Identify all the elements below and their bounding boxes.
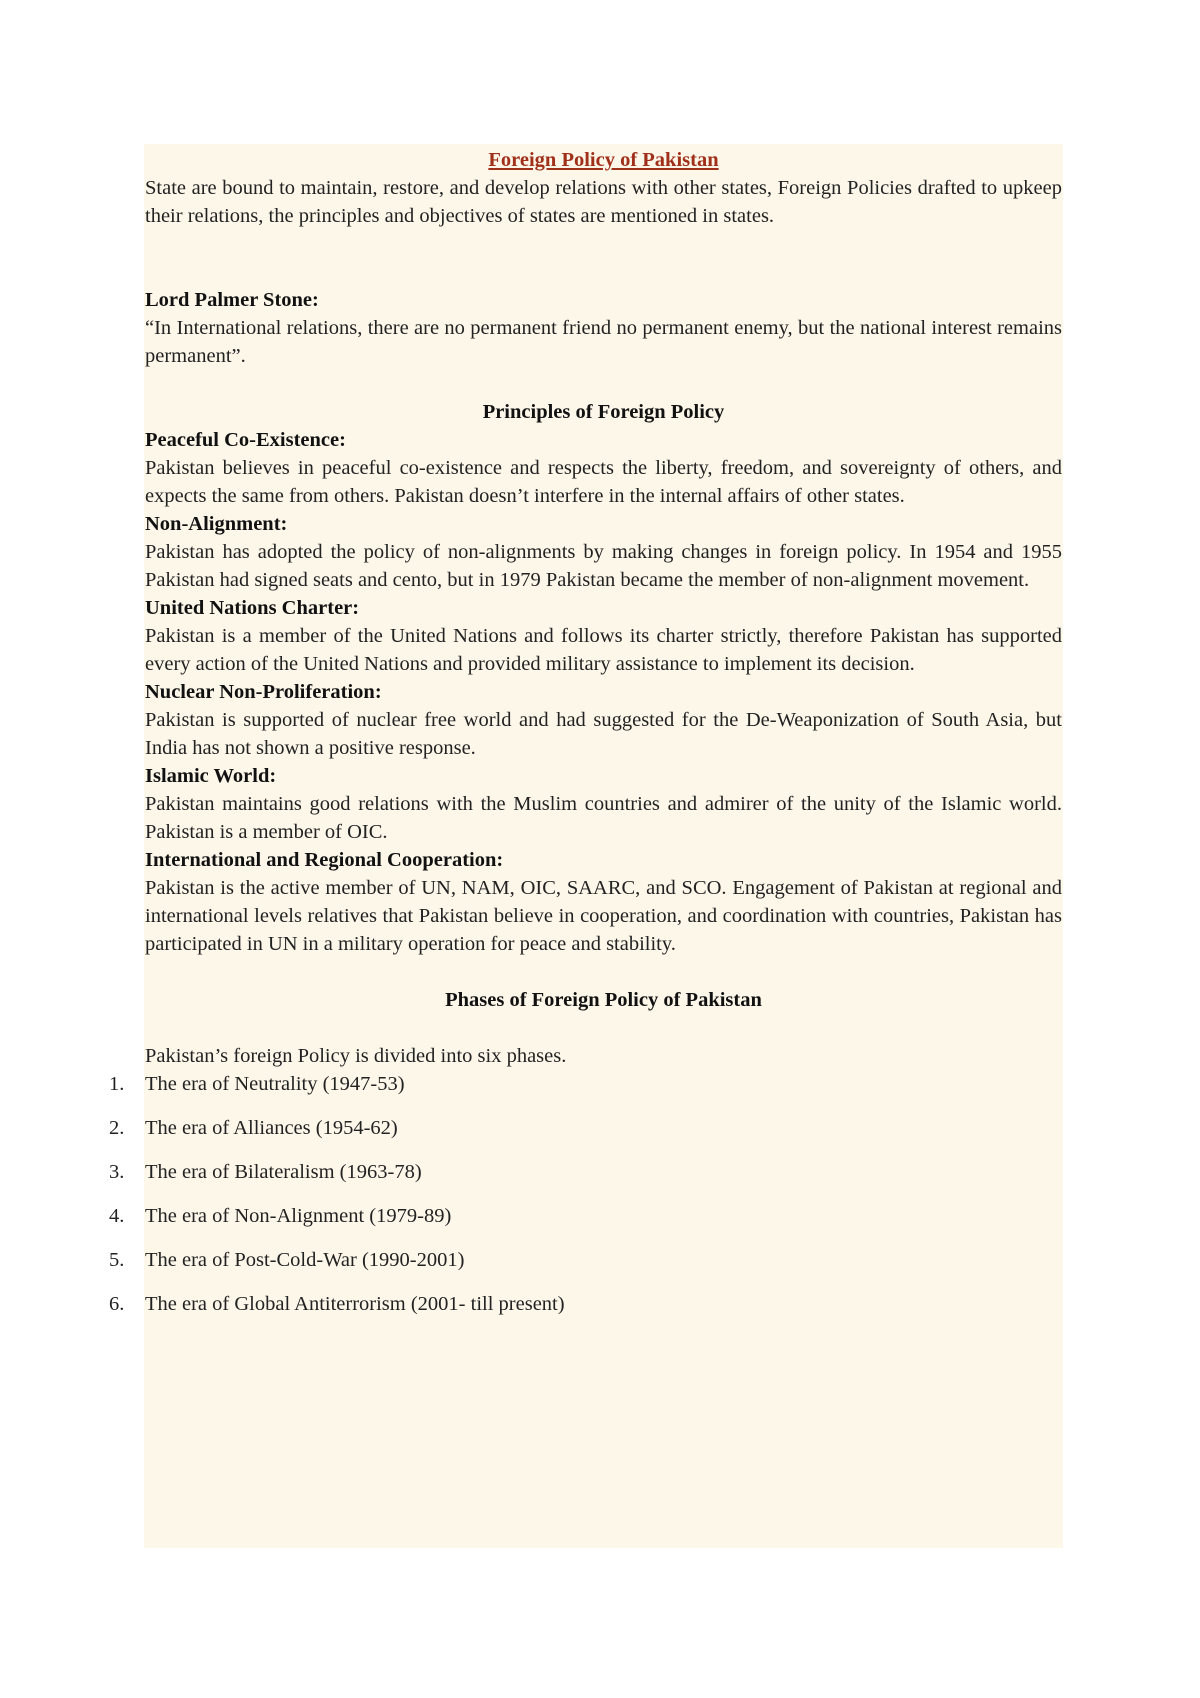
- principle-item: [145, 594, 1062, 678]
- phase-text: The era of Non-Alignment (1979-89): [145, 1205, 452, 1227]
- phases-list: [109, 1070, 1062, 1334]
- phase-item: [109, 1158, 1062, 1202]
- phase-text: The era of Alliances (1954-62): [145, 1117, 398, 1139]
- principle-item: [145, 846, 1062, 958]
- phase-item: [109, 1114, 1062, 1158]
- phase-text: The era of Post-Cold-War (1990-2001): [145, 1249, 465, 1271]
- spacer: [145, 230, 1062, 286]
- phase-item: [109, 1070, 1062, 1114]
- document-body: [109, 146, 1062, 1334]
- phase-number: 2.: [109, 1117, 125, 1139]
- principle-item: [145, 510, 1062, 594]
- phases-intro: Pakistan’s foreign Policy is divided into six phases.: [145, 1045, 567, 1067]
- principle-text: Pakistan has adopted the policy of non-alignments by making changes in foreign policy. In 1954 and 1955 Pakistan had signed seats and cento, but in 1979 Pakistan became the member of non-alignment movement.: [145, 541, 1062, 591]
- phases-title: Phases of Foreign Policy of Pakistan: [445, 989, 762, 1011]
- spacer: [145, 1014, 1062, 1042]
- quote-heading: Lord Palmer Stone:: [145, 289, 319, 311]
- principle-heading: Peaceful Co-Existence:: [145, 429, 346, 451]
- intro-paragraph: State are bound to maintain, restore, and develop relations with other states, Foreign Policies drafted to upkeep their relations, the principles and objectives of states are mentioned in states.: [145, 177, 1062, 227]
- principle-heading: International and Regional Cooperation:: [145, 849, 504, 871]
- phase-item: [109, 1290, 1062, 1334]
- phase-number: 4.: [109, 1205, 125, 1227]
- principle-heading: Nuclear Non-Proliferation:: [145, 681, 382, 703]
- spacer: [145, 370, 1062, 398]
- quote-paragraph: “In International relations, there are no permanent friend no permanent enemy, but the national interest remains permanent”.: [145, 317, 1062, 367]
- phase-text: The era of Neutrality (1947-53): [145, 1073, 405, 1095]
- principles-title: Principles of Foreign Policy: [482, 401, 725, 423]
- phase-text: The era of Bilateralism (1963-78): [145, 1161, 422, 1183]
- principle-heading: United Nations Charter:: [145, 597, 360, 619]
- phase-number: 1.: [109, 1073, 125, 1095]
- principle-text: Pakistan believes in peaceful co-existence and respects the liberty, freedom, and sovereignty of others, and expects the same from others. Pakistan doesn’t interfere in the internal affairs of other states.: [145, 457, 1062, 507]
- principle-text: Pakistan is the active member of UN, NAM, OIC, SAARC, and SCO. Engagement of Pakistan at regional and international levels relatives that Pakistan believe in cooperation, and coordination with countries, Pakistan has participated in UN in a military operation for peace and stability.: [145, 877, 1062, 955]
- principle-heading: Islamic World:: [145, 765, 277, 787]
- principle-text: Pakistan maintains good relations with the Muslim countries and admirer of the unity of the Islamic world. Pakistan is a member of OIC.: [145, 793, 1062, 843]
- phase-item: [109, 1202, 1062, 1246]
- spacer: [145, 958, 1062, 986]
- document-title: Foreign Policy of Pakistan: [488, 149, 719, 171]
- phase-item: [109, 1246, 1062, 1290]
- phase-text: The era of Global Antiterrorism (2001- till present): [145, 1293, 565, 1315]
- principle-text: Pakistan is a member of the United Nations and follows its charter strictly, therefore Pakistan has supported every action of the United Nations and provided military assistance to implement its decision.: [145, 625, 1062, 675]
- principle-item: [145, 426, 1062, 510]
- principle-heading: Non-Alignment:: [145, 513, 288, 535]
- phase-number: 5.: [109, 1249, 125, 1271]
- phase-number: 6.: [109, 1293, 125, 1315]
- principle-text: Pakistan is supported of nuclear free world and had suggested for the De-Weaponization of South Asia, but India has not shown a positive response.: [145, 709, 1062, 759]
- principle-item: [145, 762, 1062, 846]
- phase-number: 3.: [109, 1161, 125, 1183]
- principle-item: [145, 678, 1062, 762]
